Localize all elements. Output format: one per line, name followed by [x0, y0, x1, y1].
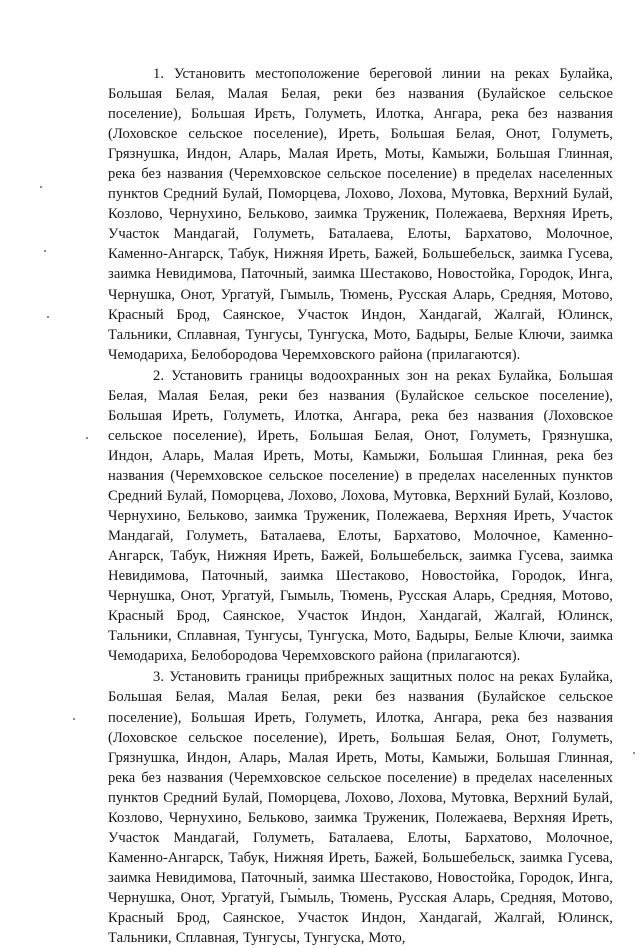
scan-speck — [298, 888, 300, 890]
paragraph-2-water-protection-zones: 2. Установить границы водоохранных зон на реках Булайка, Большая Белая, Малая Белая, реки без названия (Булайское сельское поселение), Большая Иреть, Голуметь, Илотка, Ангара, река без названия (Лоховское сельское поселение), Иреть, Большая Белая, Онот, Голуметь, Грязнушка, Индон, Аларь, Малая Иреть, Моты, Камыжи, Большая Глинная, река без названия (Черемховское сельское поселение) в пределах населенных пунктов Средний Булай, Поморцева, Лохово, Лохова, Мутовка, Верхний Булай, Козлово, Чернухино, Бельково, заимка Труженик, Полежаева, Верхняя Иреть, Участок Мандагай, Голуметь, Баталаева, Елоты, Бархатово, Молочное, Каменно-Ангарск, Табук, Нижняя Иреть, Бажей, Большебельск, заимка Гусева, заимка Невидимова, Паточный, заимка Шестаково, Новостойка, Городок, Инга, Чернушка, Онот, Ургатуй, Гымыль, Тюмень, Русская Аларь, Средняя, Мотово, Красный Брод, Саянское, Участок Индон, Хандагай, Жалгай, Юлинск, Тальники, Сплавная, Тунгусы, Тунгуска, Мото, Бадыры, Белые Ключи, заимка Чемодариха, Белобородова Черемховского района (прилагаются). — [108, 367, 613, 665]
paragraph-1-shoreline: 1. Установить местоположение береговой линии на реках Булайка, Большая Белая, Малая Белая, реки без названия (Булайское сельское поселение), Большая Ирεть, Голуметь, Илотка, Ангара, река без названия (Лоховское сельское поселение), Иреть, Большая Белая, Онот, Голуметь, Грязнушка, Индон, Аларь, Малая Иреть, Моты, Камыжи, Большая Глинная, река без названия (Черемховское сельское поселение) в пределах населенных пунктов Средний Булай, Поморцева, Лохово, Лохова, Мутовка, Верхний Булай, Козлово, Чернухино, Бельково, заимка Труженик, Полежаева, Верхняя Иреть, Участок Мандагай, Голуметь, Баталаева, Елоты, Бархатово, Молочное, Каменно-Ангарск, Табук, Нижняя Иреть, Бажей, Большебельск, заимка Гусева, заимка Невидимова, Паточный, заимка Шестаково, Новостойка, Городок, Инга, Чернушка, Онот, Ургатуй, Гымыль, Тюмень, Русская Аларь, Средняя, Мотово, Красный Брод, Саянское, Участок Индон, Хандагай, Жалгай, Юлинск, Тальники, Сплавная, Тунгусы, Тунгуска, Мото, Бадыры, Белые Ключи, заимка Чемодариха, Белобородова Черемховского района (прилагаются). — [108, 66, 613, 363]
scan-speck — [86, 437, 88, 439]
paragraph-3-coastal-protective-strips: 3. Установить границы прибрежных защитных полос на реках Булайка, Большая Белая, Малая Белая, реки без названия (Булайское сельское поселение), Большая Иреть, Голуметь, Илотка, Ангара, река без названия (Лоховское сельское поселение), Иреть, Большая Белая, Онот, Голуметь, Грязнушка, Индон, Аларь, Малая Иреть, Моты, Камыжи, Большая Глинная, река без названия (Черемховское сельское поселение) в пределах населенных пунктов Средний Булай, Поморцева, Лохово, Лохова, Мутовка, Верхний Булай, Козлово, Чернухино, Бельково, заимка Труженик, Полежаева, Верхняя Иреть, Участок Мандагай, Голуметь, Баталаева, Елоты, Бархатово, Молочное, Каменно-Ангарск, Табук, Нижняя Иреть, Бажей, Большебельск, заимка Гусева, заимка Невидимова, Паточный, заимка Шестаково, Новостойка, Городок, Инга, Чернушка, Онот, Ургатуй, Гымыль, Тюмень, Русская Аларь, Средняя, Мотово, Красный Брод, Саянское, Участок Индон, Хандагай, Жалгай, Юлинск, Тальники, Сплавная, Тунгусы, Тунгуска, Мото, — [108, 669, 613, 947]
scan-speck — [73, 718, 75, 720]
scan-speck — [47, 316, 49, 318]
scan-speck — [44, 250, 46, 252]
document-body — [108, 64, 613, 948]
scan-speck — [40, 186, 42, 188]
scan-speck — [633, 752, 635, 754]
